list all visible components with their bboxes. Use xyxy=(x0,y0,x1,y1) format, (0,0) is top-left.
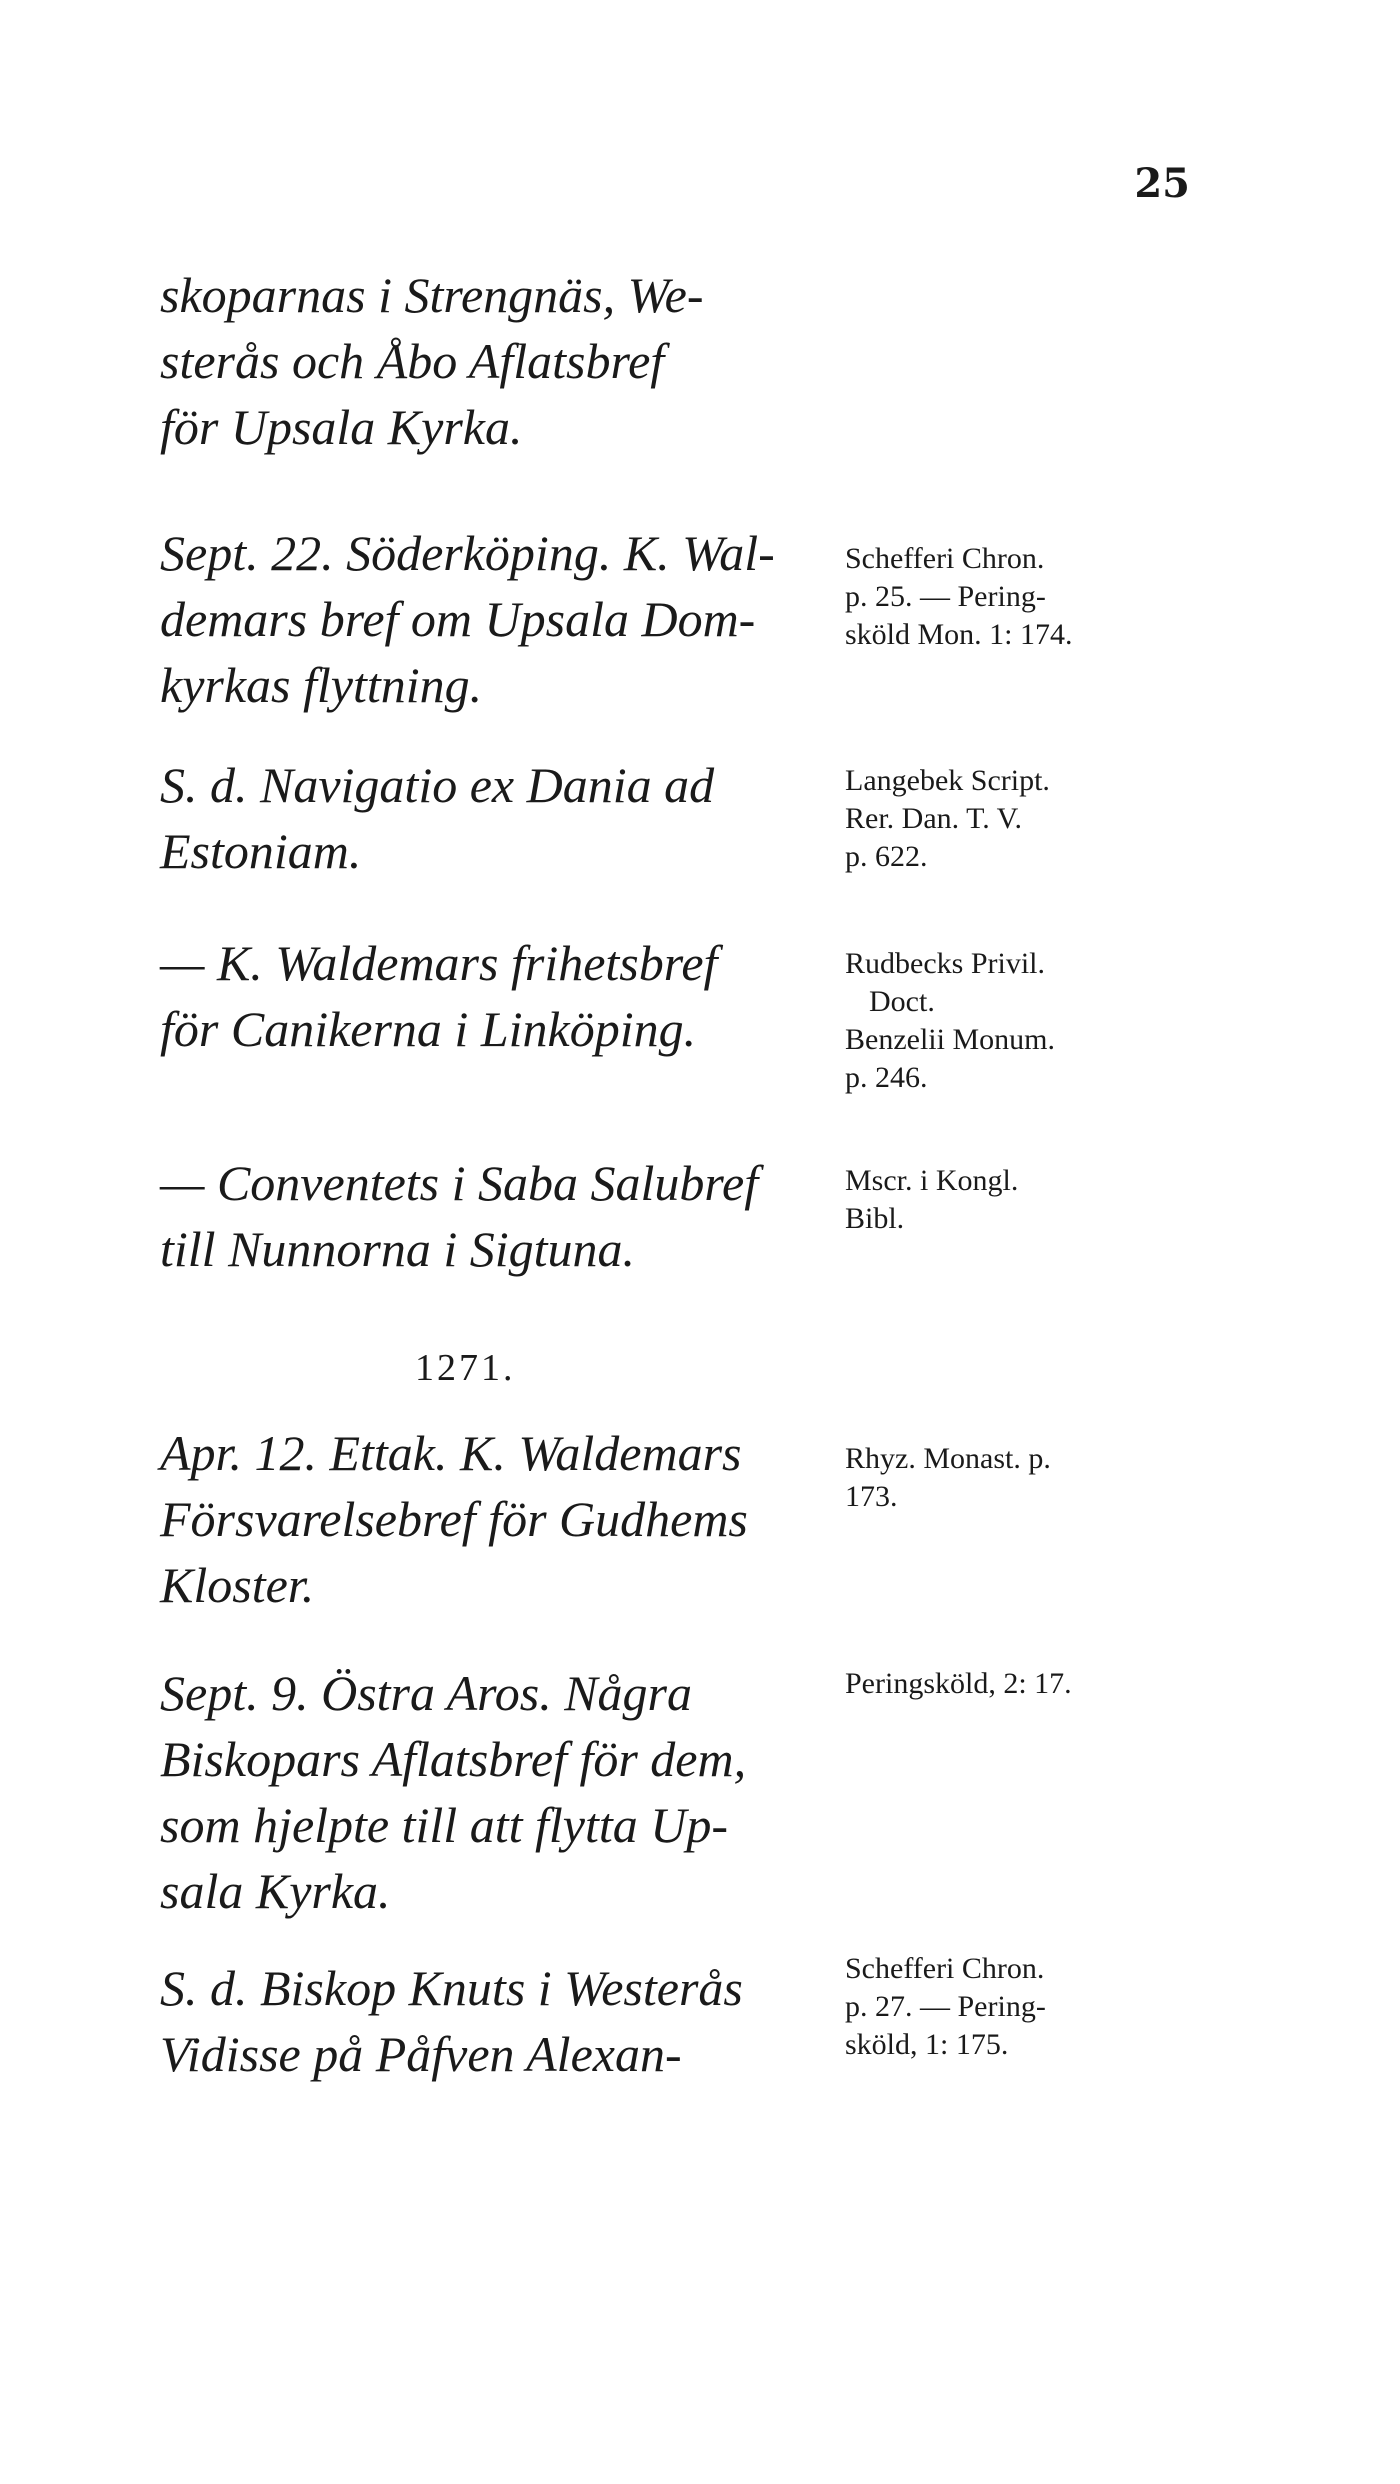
entry-5-text xyxy=(160,1420,820,1618)
source-line: Schefferi Chron. xyxy=(845,542,1045,575)
source-line: sköld, 1: 175. xyxy=(845,2028,1009,2061)
source-line: Doct. xyxy=(869,985,935,1018)
entry-7-text xyxy=(160,1955,820,2087)
entry-text-line: — Conventets i Saba Salubref xyxy=(160,1155,759,1211)
source-line: p. 25. — Pering- xyxy=(845,580,1046,613)
source-line: sköld Mon. 1: 174. xyxy=(845,618,1073,651)
entry-text-line: sala Kyrka. xyxy=(160,1863,391,1919)
source-line: 173. xyxy=(845,1480,898,1513)
source-line: Benzelii Monum. xyxy=(845,1023,1055,1056)
source-line: Rer. Dan. T. V. xyxy=(845,802,1022,835)
entry-text-line: till Nunnorna i Sigtuna. xyxy=(160,1221,636,1277)
source-line: p. 27. — Pering- xyxy=(845,1990,1046,2023)
page-number: 25 xyxy=(1134,160,1190,207)
source-line: p. 246. xyxy=(845,1061,928,1094)
entry-7-source xyxy=(845,1950,1185,2064)
entry-text-line: som hjelpte till att flytta Up- xyxy=(160,1797,728,1853)
entry-1-text xyxy=(160,520,820,718)
source-line: p. 622. xyxy=(845,840,928,873)
source-line: Langebek Script. xyxy=(845,764,1050,797)
entry-text-line: Kloster. xyxy=(160,1557,315,1613)
entry-1-source xyxy=(845,540,1185,654)
entry-3-text xyxy=(160,930,820,1062)
entry-text-line: S. d. Biskop Knuts i Westerås xyxy=(160,1960,743,2016)
entry-text-line: Estoniam. xyxy=(160,823,362,879)
entry-text-line: demars bref om Upsala Dom- xyxy=(160,591,756,647)
entry-text-line: Försvarelsebref för Gudhems xyxy=(160,1491,748,1547)
entry-text-line: sterås och Åbo Aflatsbref xyxy=(160,333,665,389)
entry-text-line: Sept. 22. Söderköping. K. Wal- xyxy=(160,525,775,581)
source-line: Schefferi Chron. xyxy=(845,1952,1045,1985)
source-line: Rhyz. Monast. p. xyxy=(845,1442,1051,1475)
entry-4-text xyxy=(160,1150,820,1282)
entry-text-line: — K. Waldemars frihetsbref xyxy=(160,935,718,991)
entry-6-source xyxy=(845,1665,1185,1703)
entry-text-line: Vidisse på Påfven Alexan- xyxy=(160,2026,682,2082)
entry-text-line: kyrkas flyttning. xyxy=(160,657,483,713)
entry-4-source xyxy=(845,1162,1185,1238)
entry-text-line: skoparnas i Strengnäs, We- xyxy=(160,267,704,323)
entry-text-line: för Upsala Kyrka. xyxy=(160,399,523,455)
year-heading: 1271. xyxy=(415,1347,516,1389)
source-line: Rudbecks Privil. xyxy=(845,947,1045,980)
entry-text-line: för Canikerna i Linköping. xyxy=(160,1001,697,1057)
entry-0-text xyxy=(160,262,820,460)
entry-text-line: Apr. 12. Ettak. K. Waldemars xyxy=(160,1425,742,1481)
entry-6-text xyxy=(160,1660,820,1924)
entry-2-source xyxy=(845,762,1185,876)
entry-2-text xyxy=(160,752,820,884)
entry-text-line: Sept. 9. Östra Aros. Några xyxy=(160,1665,693,1721)
entry-text-line: Biskopars Aflatsbref för dem, xyxy=(160,1731,747,1787)
entry-text-line: S. d. Navigatio ex Dania ad xyxy=(160,757,715,813)
entry-3-source xyxy=(845,945,1185,1097)
entry-5-source xyxy=(845,1440,1185,1516)
source-line: Mscr. i Kongl. xyxy=(845,1164,1019,1197)
source-line: Peringsköld, 2: 17. xyxy=(845,1667,1072,1700)
source-line: Bibl. xyxy=(845,1202,905,1235)
